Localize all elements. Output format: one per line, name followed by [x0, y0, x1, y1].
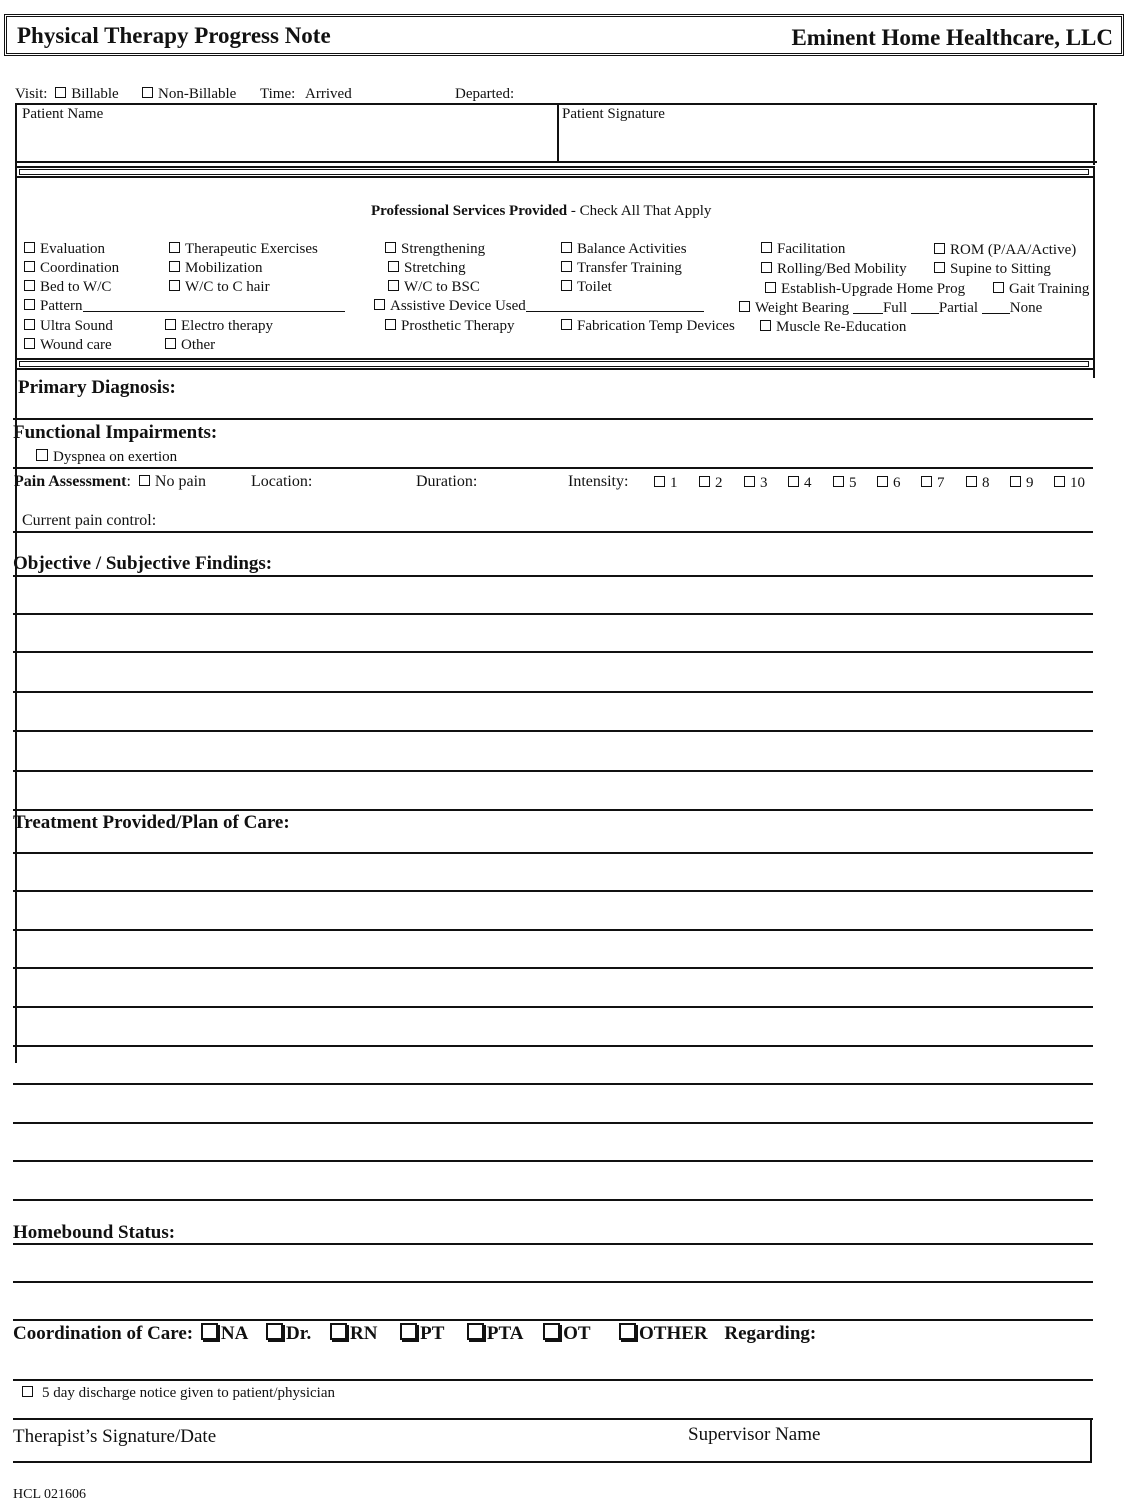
- writing-line[interactable]: [13, 691, 1093, 693]
- na-checkbox[interactable]: [201, 1323, 218, 1340]
- homebound-status-heading: Homebound Status:: [13, 1222, 176, 1243]
- primary-diagnosis-heading: Primary Diagnosis:: [18, 377, 176, 398]
- service-label: Bed to W/C: [40, 279, 112, 295]
- service-label: Fabrication Temp Devices: [577, 318, 735, 334]
- divider: [13, 1379, 1093, 1381]
- arrived-label: Arrived: [305, 86, 352, 102]
- pta-checkbox[interactable]: [467, 1323, 484, 1340]
- service-label: Wound care: [40, 337, 112, 353]
- service-label: Strengthening: [401, 241, 486, 257]
- other-coordination-checkbox[interactable]: [619, 1323, 636, 1340]
- service-label: Gait Training: [1009, 281, 1090, 297]
- non-billable-checkbox[interactable]: [142, 87, 153, 98]
- patient-signature-field[interactable]: [562, 124, 1090, 158]
- evaluation-checkbox[interactable]: [24, 242, 35, 253]
- intensity-value: 8: [982, 475, 990, 491]
- service-label: Evaluation: [40, 241, 105, 257]
- intensity-1-checkbox[interactable]: [654, 476, 665, 487]
- intensity-3-checkbox[interactable]: [744, 476, 755, 487]
- wb-none-label: None: [1009, 300, 1043, 316]
- writing-line[interactable]: [13, 730, 1093, 732]
- duration-label: Duration:: [416, 473, 478, 490]
- coordination-option-label: RN: [349, 1323, 378, 1344]
- visit-label: Visit:: [15, 86, 48, 102]
- intensity-4-checkbox[interactable]: [788, 476, 799, 487]
- assistive-device-field[interactable]: [526, 311, 704, 312]
- right-border: [1090, 1418, 1092, 1463]
- intensity-value: 10: [1070, 475, 1085, 491]
- patient-name-field[interactable]: [22, 124, 552, 158]
- writing-line[interactable]: [13, 651, 1093, 653]
- divider: [15, 103, 1097, 105]
- coordination-option-label: NA: [220, 1323, 248, 1344]
- rn-checkbox[interactable]: [330, 1323, 347, 1340]
- writing-line[interactable]: [13, 852, 1093, 854]
- service-label: Transfer Training: [577, 260, 682, 276]
- pattern-field[interactable]: [83, 311, 345, 312]
- service-label: Weight Bearing: [755, 300, 850, 316]
- pattern-checkbox[interactable]: [24, 299, 35, 310]
- divider: [13, 418, 1093, 420]
- therapist-signature-label: Therapist’s Signature/Date: [13, 1426, 217, 1447]
- section-separator: [15, 358, 1093, 370]
- billable-checkbox[interactable]: [55, 87, 66, 98]
- writing-line[interactable]: [13, 1319, 1093, 1321]
- service-label: Rolling/Bed Mobility: [777, 261, 907, 277]
- patient-name-label: Patient Name: [22, 106, 104, 122]
- service-label: Coordination: [40, 260, 120, 276]
- writing-line[interactable]: [13, 1083, 1093, 1085]
- intensity-10-checkbox[interactable]: [1054, 476, 1065, 487]
- objective-findings-heading: Objective / Subjective Findings:: [13, 553, 273, 574]
- left-border: [15, 103, 17, 1063]
- gait-training-checkbox[interactable]: [993, 282, 1004, 293]
- intensity-6-checkbox[interactable]: [877, 476, 888, 487]
- writing-line[interactable]: [13, 575, 1093, 577]
- divider: [13, 1418, 1093, 1420]
- departed-label: Departed:: [455, 86, 515, 102]
- other-checkbox[interactable]: [165, 338, 176, 349]
- intensity-value: 6: [893, 475, 901, 491]
- writing-line[interactable]: [13, 1160, 1093, 1162]
- wc-to-chair-checkbox[interactable]: [169, 280, 180, 291]
- wound-care-checkbox[interactable]: [24, 338, 35, 349]
- intensity-value: 4: [804, 475, 812, 491]
- service-label: ROM (P/AA/Active): [950, 242, 1077, 258]
- non-billable-label: Non-Billable: [158, 86, 237, 102]
- wb-full-label: Full: [882, 300, 908, 316]
- functional-impairments-heading: Functional Impairments:: [13, 422, 218, 443]
- divider: [15, 161, 1097, 163]
- intensity-7-checkbox[interactable]: [921, 476, 932, 487]
- patient-signature-label: Patient Signature: [562, 106, 665, 122]
- current-pain-control-label: Current pain control:: [22, 512, 157, 529]
- stretching-checkbox[interactable]: [388, 261, 399, 272]
- rolling-bed-mobility-checkbox[interactable]: [761, 262, 772, 273]
- writing-line[interactable]: [13, 770, 1093, 772]
- coordination-option-label: Dr.: [286, 1323, 312, 1344]
- dr-checkbox[interactable]: [266, 1323, 283, 1340]
- service-label: Muscle Re-Education: [776, 319, 907, 335]
- writing-line[interactable]: [13, 890, 1093, 892]
- bed-to-wc-checkbox[interactable]: [24, 280, 35, 291]
- ultra-sound-checkbox[interactable]: [24, 319, 35, 330]
- electro-therapy-checkbox[interactable]: [165, 319, 176, 330]
- coordination-option-label: PTA: [486, 1323, 523, 1344]
- dyspnea-checkbox[interactable]: [36, 449, 48, 461]
- form-header: [4, 14, 1124, 56]
- coordination-option-label: OT: [563, 1323, 591, 1344]
- wb-none-field[interactable]: [982, 313, 1010, 314]
- services-subtitle: - Check All That Apply: [570, 203, 712, 219]
- intensity-2-checkbox[interactable]: [699, 476, 710, 487]
- balance-activities-checkbox[interactable]: [561, 242, 572, 253]
- service-label: Assistive Device Used: [390, 298, 526, 314]
- fabrication-temp-devices-checkbox[interactable]: [561, 319, 572, 330]
- service-label: Establish-Upgrade Home Prog: [781, 281, 966, 297]
- writing-line[interactable]: [13, 1199, 1093, 1201]
- rom-checkbox[interactable]: [934, 243, 945, 254]
- intensity-value: 3: [760, 475, 768, 491]
- form-title: Physical Therapy Progress Note: [17, 23, 331, 48]
- service-label: Mobilization: [185, 260, 263, 276]
- right-border: [1093, 166, 1095, 378]
- divider: [13, 531, 1093, 533]
- therapeutic-exercises-checkbox[interactable]: [169, 242, 180, 253]
- strengthening-checkbox[interactable]: [385, 242, 396, 253]
- right-border: [1093, 103, 1095, 165]
- treatment-plan-heading: Treatment Provided/Plan of Care:: [13, 812, 290, 833]
- home-program-checkbox[interactable]: [765, 282, 776, 293]
- dyspnea-label: Dyspnea on exertion: [53, 449, 178, 465]
- muscle-re-education-checkbox[interactable]: [760, 320, 771, 331]
- intensity-9-checkbox[interactable]: [1010, 476, 1021, 487]
- discharge-notice-checkbox[interactable]: [22, 1386, 33, 1397]
- intensity-value: 7: [937, 475, 945, 491]
- service-label: Toilet: [577, 279, 612, 295]
- regarding-label: Regarding:: [724, 1323, 817, 1344]
- intensity-5-checkbox[interactable]: [833, 476, 844, 487]
- intensity-value: 2: [715, 475, 723, 491]
- supervisor-name-label: Supervisor Name: [688, 1424, 821, 1445]
- coordination-option-label: PT: [420, 1323, 445, 1344]
- intensity-label: Intensity:: [568, 473, 629, 490]
- wb-partial-field[interactable]: [911, 313, 939, 314]
- mobilization-checkbox[interactable]: [169, 261, 180, 272]
- services-heading: [371, 204, 711, 219]
- writing-line[interactable]: [13, 613, 1093, 615]
- service-label: Supine to Sitting: [950, 261, 1051, 277]
- patient-divider: [557, 103, 559, 161]
- writing-line[interactable]: [13, 1006, 1093, 1008]
- assistive-device-checkbox[interactable]: [374, 299, 385, 310]
- facilitation-checkbox[interactable]: [761, 242, 772, 253]
- coordination-row: [13, 1323, 816, 1343]
- wb-partial-label: Partial: [938, 300, 979, 316]
- transfer-training-checkbox[interactable]: [561, 261, 572, 272]
- coordination-checkbox[interactable]: [24, 261, 35, 272]
- no-pain-checkbox[interactable]: [139, 475, 150, 486]
- intensity-value: 9: [1026, 475, 1034, 491]
- ot-checkbox[interactable]: [543, 1323, 560, 1340]
- form-code: HCL 021606: [13, 1487, 86, 1502]
- writing-line[interactable]: [13, 1045, 1093, 1047]
- time-label: Time:: [260, 86, 296, 102]
- coordination-option-label: OTHER: [639, 1323, 708, 1344]
- no-pain-label: No pain: [154, 473, 207, 490]
- pain-assessment-label: Pain Assessment: [14, 473, 127, 490]
- visit-row: [15, 87, 119, 102]
- location-label: Location:: [251, 473, 313, 490]
- wb-full-field[interactable]: [853, 313, 883, 314]
- supine-to-sitting-checkbox[interactable]: [934, 262, 945, 273]
- writing-line[interactable]: [13, 1281, 1093, 1283]
- service-label: Ultra Sound: [40, 318, 113, 334]
- divider: [13, 467, 1093, 469]
- service-label: W/C to C hair: [185, 279, 270, 295]
- writing-line[interactable]: [13, 1122, 1093, 1124]
- service-label: Prosthetic Therapy: [401, 318, 515, 334]
- divider: [13, 1461, 1092, 1463]
- writing-line[interactable]: [13, 967, 1093, 969]
- service-label: Other: [181, 337, 216, 353]
- toilet-checkbox[interactable]: [561, 280, 572, 291]
- service-label: Pattern: [40, 298, 83, 314]
- wc-to-bsc-checkbox[interactable]: [388, 280, 399, 291]
- billable-label: Billable: [71, 86, 119, 102]
- service-label: Balance Activities: [577, 241, 687, 257]
- discharge-notice-label: 5 day discharge notice given to patient/physician: [42, 1385, 335, 1401]
- section-separator: [15, 166, 1093, 178]
- writing-line[interactable]: [13, 929, 1093, 931]
- company-name: Eminent Home Healthcare, LLC: [791, 25, 1113, 50]
- writing-line[interactable]: [13, 809, 1093, 811]
- intensity-8-checkbox[interactable]: [966, 476, 977, 487]
- services-title: Professional Services Provided: [371, 203, 568, 219]
- service-label: Electro therapy: [181, 318, 274, 334]
- writing-line[interactable]: [13, 1243, 1093, 1245]
- intensity-value: 1: [670, 475, 678, 491]
- pt-checkbox[interactable]: [400, 1323, 417, 1340]
- service-label: Therapeutic Exercises: [185, 241, 318, 257]
- service-label: Stretching: [404, 260, 466, 276]
- intensity-value: 5: [849, 475, 857, 491]
- service-label: Facilitation: [777, 241, 846, 257]
- prosthetic-therapy-checkbox[interactable]: [385, 319, 396, 330]
- coordination-heading: Coordination of Care:: [13, 1323, 194, 1344]
- service-label: W/C to BSC: [404, 279, 480, 295]
- weight-bearing-checkbox[interactable]: [739, 301, 750, 312]
